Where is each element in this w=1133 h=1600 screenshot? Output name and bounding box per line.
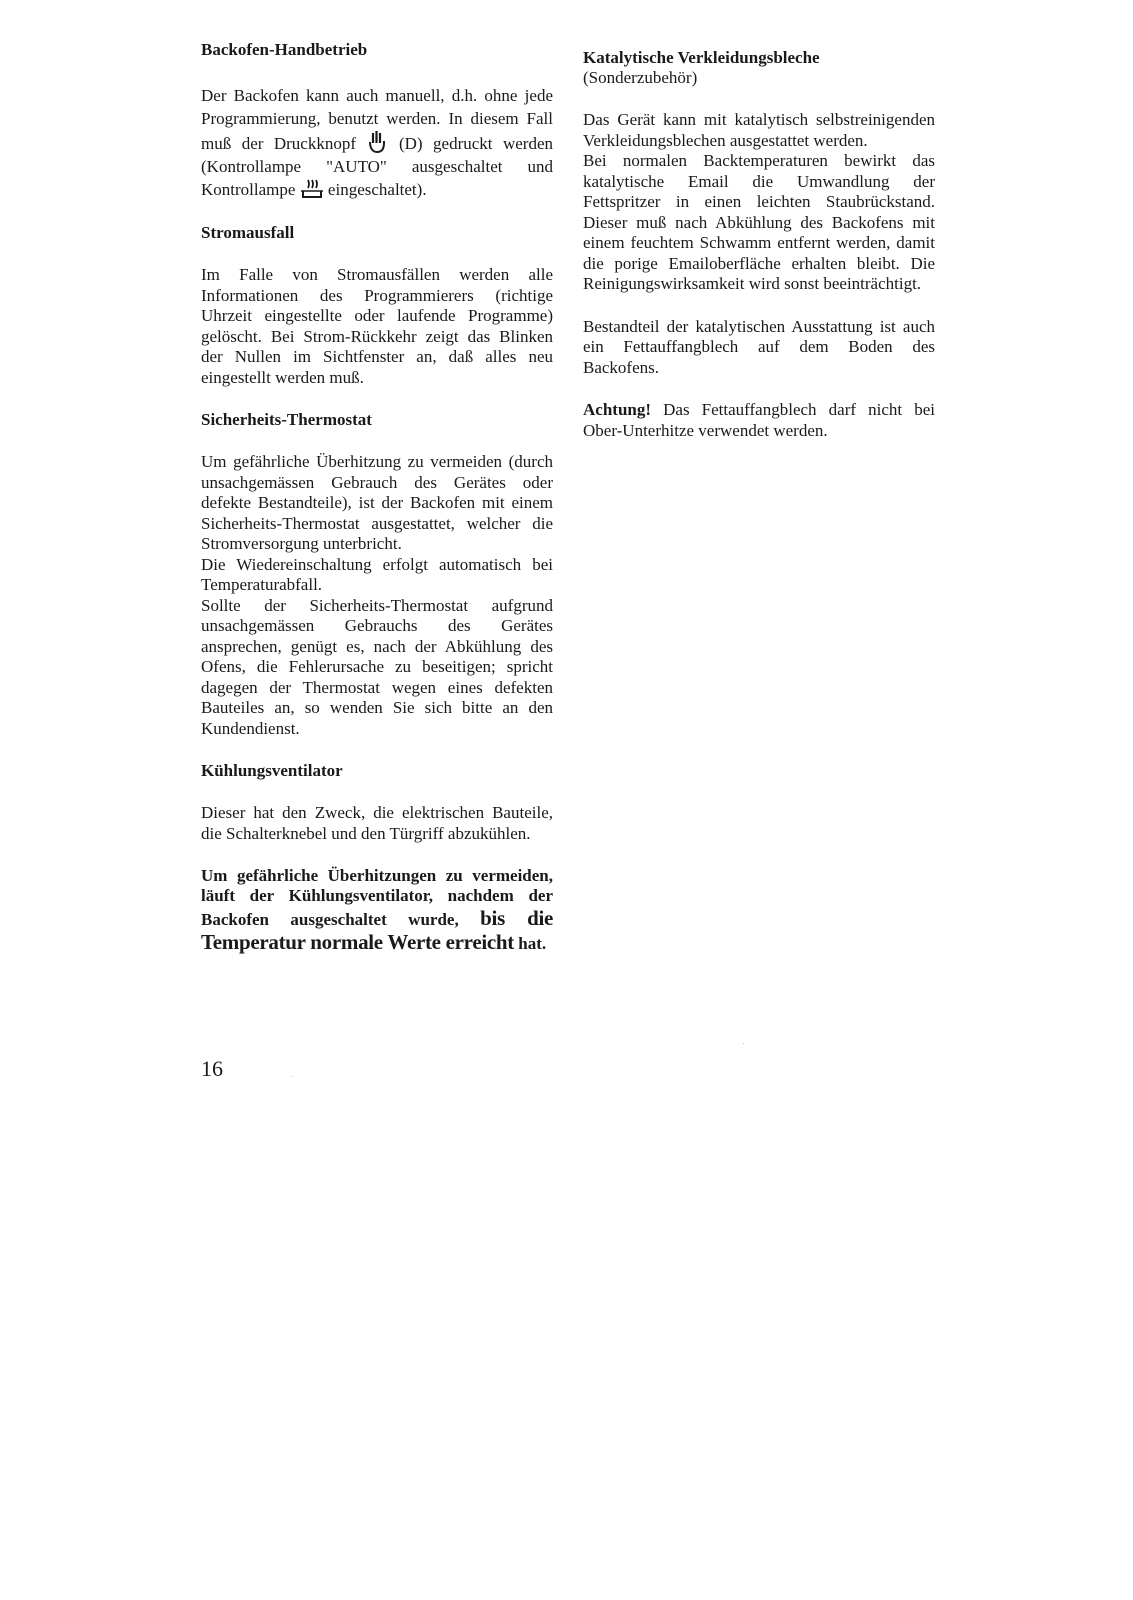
section-title-safety-thermostat: Sicherheits-Thermostat: [201, 410, 372, 429]
caution-text: Das Fettauffangblech darf nicht bei Ober-Unterhitze verwendet werden.: [583, 400, 935, 440]
page-number: 16: [201, 1056, 223, 1081]
manual-operation-text-c: eingeschaltet).: [327, 180, 427, 199]
section-title-power-failure: Stromausfall: [201, 223, 295, 242]
safety-thermostat-text-a: Um gefährliche Überhitzung zu vermeiden (durch unsachgemässen Gebrauch des Gerätes oder defekte Bestandteile), ist der Backofen mit einem Sicherheits-Thermostat ausgestattet, welcher die Stromversorgung unterbricht.: [201, 452, 553, 553]
right-column: [583, 48, 935, 441]
manual-operation-text: [201, 84, 553, 201]
catalytic-panels-text: [583, 110, 935, 295]
catalytic-panels-text-b: Bei normalen Backtemperaturen bewirkt das katalytische Email die Umwandlung der Fettspritzer in einen leichten Staubrückstand. Dieser muß nach Abkühlung des Backofens mit einem feuchtem Schwamm entfernt werden, damit die porige Emailoberfläche erhalten bleibt. Die Reinigungswirksamkeit wird sonst beeinträchtigt.: [583, 151, 935, 293]
safety-thermostat-text-b: Die Wiedereinschaltung erfolgt automatisch bei Temperaturabfall.: [201, 554, 553, 594]
top-heat-lamp-icon: [300, 178, 324, 200]
caution-note: [583, 400, 935, 441]
scan-speck: [743, 1043, 744, 1044]
caution-label: Achtung!: [583, 400, 652, 419]
manual-operation-text-b: (D) gedruckt werden (Kontrollampe "AUTO" ausgeschaltet und Kontrollampe: [201, 134, 553, 199]
section-title-catalytic-panels: Katalytische Verkleidungsbleche: [583, 48, 820, 67]
hand-button-icon: [366, 130, 388, 154]
section-subtitle-optional-accessory: (Sonderzubehör): [583, 68, 698, 87]
safety-thermostat-text-c: Sollte der Sicherheits-Thermostat aufgrund unsachgemässen Gebrauchs des Gerätes ansprechen, genügt es, nach der Abkühlung des Ofens, die Fehlerursache zu beseitigen; spricht dagegen der Thermostat wegen eines defekten Bauteiles an, so wenden Sie sich bitte an den Kundendienst.: [201, 595, 553, 738]
scan-speck: [292, 1076, 293, 1077]
cooling-fan-warning-c: hat.: [518, 934, 547, 953]
left-column: [201, 40, 553, 954]
power-failure-text: Im Falle von Stromausfällen werden alle Informationen des Programmierers (richtige Uhrzeit eingestellte oder laufende Programme) gelöscht. Bei Strom-Rückkehr zeigt das Blinken der Nullen im Sichtfenster an, daß alles neu eingestellt werden muß.: [201, 265, 553, 387]
cooling-fan-warning: [201, 866, 553, 954]
grease-tray-text: Bestandteil der katalytischen Ausstattung ist auch ein Fettauffangblech auf dem Boden des Backofens.: [583, 316, 935, 377]
safety-thermostat-text: [201, 452, 553, 739]
manual-operation-text-a: Der Backofen kann auch manuell, d.h. ohne jede Programmierung, benutzt werden. In diesem Fall muß der Druckknopf: [201, 86, 553, 153]
catalytic-panels-text-a: Das Gerät kann mit katalytisch selbstreinigenden Verkleidungsblechen ausgestattet werden.: [583, 110, 935, 150]
cooling-fan-text: Dieser hat den Zweck, die elektrischen Bauteile, die Schalterknebel und den Türgriff abzukühlen.: [201, 803, 553, 843]
section-title-cooling-fan: Kühlungsventilator: [201, 761, 343, 780]
section-title-manual-operation: Backofen-Handbetrieb: [201, 40, 368, 59]
cooling-fan-warning-a: Um gefährliche Überhitzungen zu vermeiden, läuft der Kühlungsventilator, nachdem der Backofen ausgeschaltet wurde,: [201, 866, 553, 929]
cooling-fan-warning-b: bis die Temperatur normale Werte erreicht: [201, 906, 554, 954]
